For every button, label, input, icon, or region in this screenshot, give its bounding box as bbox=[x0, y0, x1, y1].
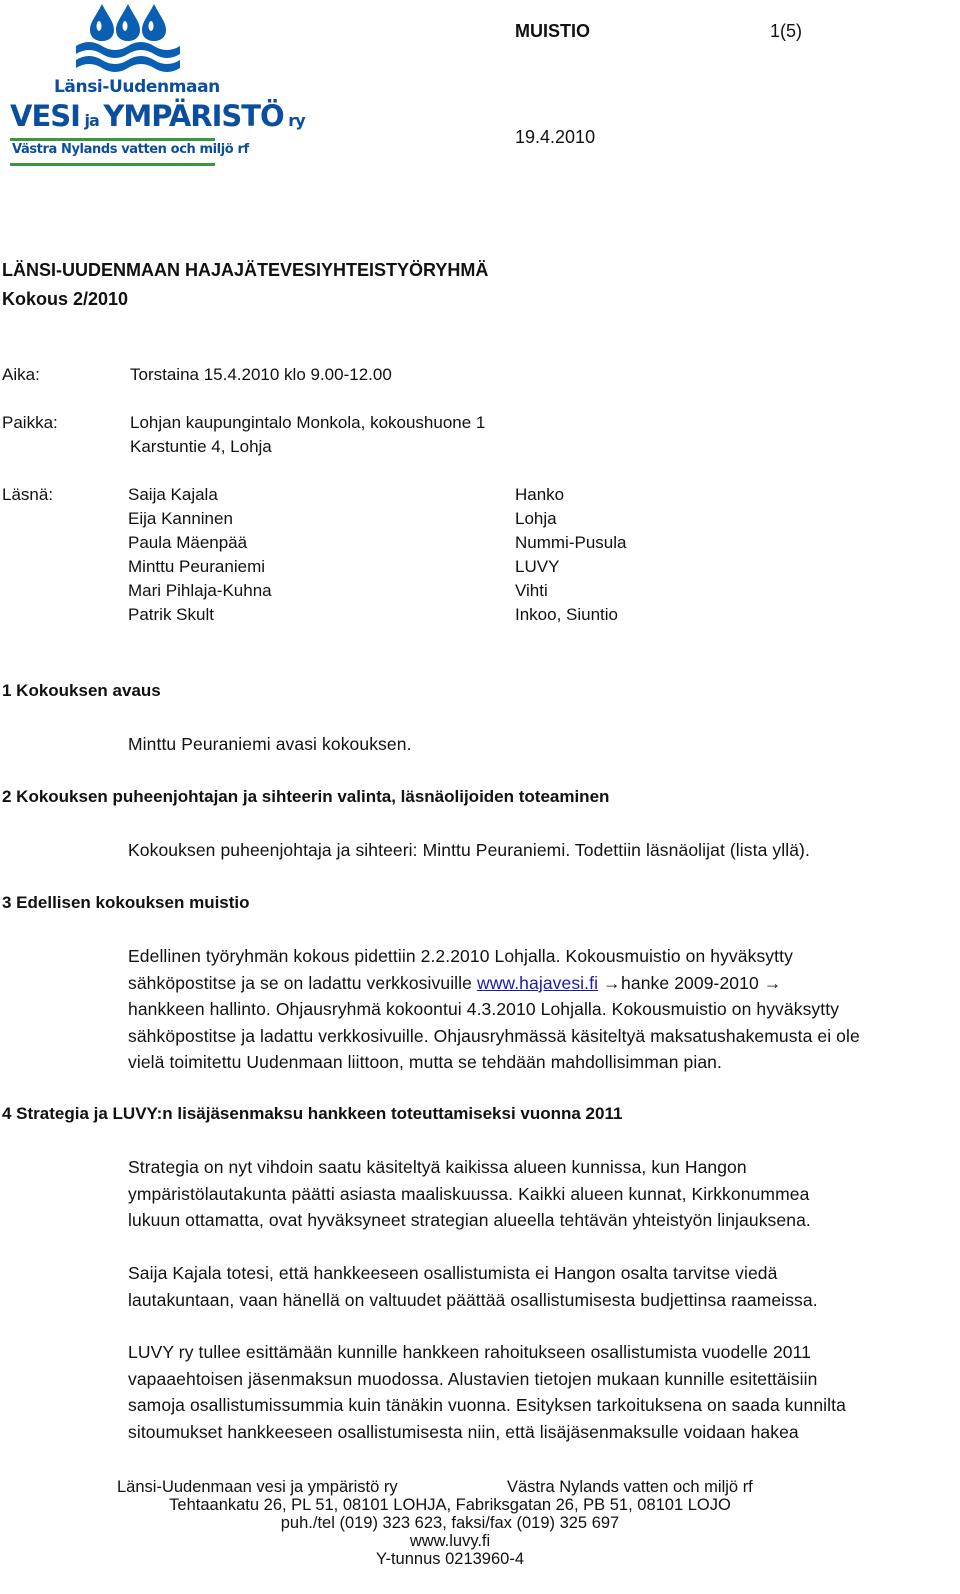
section-4-line: samoja osallistumissummia kuin tänäkin vuonna. Esityksen tarkoituksena on saada kunnilta bbox=[128, 1395, 846, 1415]
document-type: MUISTIO bbox=[515, 21, 590, 41]
present-label: Läsnä: bbox=[2, 485, 54, 504]
logo-line1: Länsi-Uudenmaan bbox=[54, 77, 220, 97]
section-4-line: sitoumukset hankkeeseen osallistumisesta niin, että lisäjäsenmaksulle voidaan hakea bbox=[128, 1421, 799, 1442]
section-3-line: hankkeen hallinto. Ohjausryhmä kokoontui 4.3.2010 Lohjalla. Kokousmuistio on hyväksytty bbox=[128, 999, 840, 1019]
attendee-name: Saija Kajala bbox=[128, 485, 218, 504]
section-2-text bbox=[128, 837, 948, 864]
section-4-line: ympäristölautakunta päätti asiasta maaliskuussa. Kaikki alueen kunnat, Kirkkonummea bbox=[128, 1183, 810, 1204]
attendee-org: Nummi-Pusula bbox=[515, 533, 627, 552]
section-4-line: lukuun ottamatta, ovat hyväksyneet strategian alueella tehtävän yhteistyön linjauksena. bbox=[128, 1210, 811, 1230]
section-3-text-part: hanke 2009-2010 bbox=[616, 972, 764, 993]
section-4-line: Saija Kajala totesi, että hankkeeseen osallistumista ei Hangon osalta tarvitse viedä bbox=[128, 1263, 778, 1283]
section-4-line: vapaaehtoisen jäsenmaksun muodossa. Alustavien tietojen mukaan kunnille esitettäisiin bbox=[128, 1368, 818, 1389]
arrow-right-icon: → bbox=[763, 972, 782, 993]
section-4-line: lautakuntaan, vaan hänellä on valtuudet päättää osallistumisesta budjettinsa raameissa. bbox=[128, 1289, 818, 1310]
attendee-name: Paula Mäenpää bbox=[128, 533, 248, 552]
logo-divider bbox=[10, 138, 215, 141]
logo-ry: ry bbox=[288, 111, 305, 130]
section-4-line: Strategia on nyt vihdoin saatu käsiteltyä kaikissa alueen kunnissa, kun Hangon bbox=[128, 1157, 747, 1177]
section-3-text bbox=[128, 943, 948, 1076]
section-3-line: sähköpostitse ja ladattu verkkosivuille. Ohjausryhmässä käsiteltyä maksatushakemusta ei ole bbox=[128, 1025, 860, 1046]
logo-line2 bbox=[10, 99, 305, 133]
attendee-org: Vihti bbox=[515, 581, 548, 600]
section-1-heading: 1 Kokouksen avaus bbox=[2, 681, 161, 700]
footer-phone: puh./tel (019) 323 623, faksi/fax (019) 325 697 bbox=[280, 1514, 620, 1532]
attendee-name: Eija Kanninen bbox=[128, 509, 233, 528]
footer-org-sv: Västra Nylands vatten och miljö rf bbox=[507, 1478, 753, 1496]
section-4-line: LUVY ry tullee esittämään kunnille hankkeen rahoitukseen osallistumista vuodelle 2011 bbox=[128, 1342, 811, 1362]
footer-business-id: Y-tunnus 0213960-4 bbox=[375, 1550, 525, 1568]
time-label: Aika: bbox=[2, 365, 40, 384]
section-3-line: vielä toimitettu Uudenmaan liittoon, mutta se tehdään mahdollisimman pian. bbox=[128, 1052, 722, 1072]
section-4-heading: 4 Strategia ja LUVY:n lisäjäsenmaksu hankkeen toteuttamiseksi vuonna 2011 bbox=[2, 1104, 623, 1123]
page-number: 1(5) bbox=[770, 21, 803, 41]
organization-logo bbox=[10, 0, 305, 172]
place-line1: Lohjan kaupungintalo Monkola, kokoushuone 1 bbox=[130, 413, 486, 432]
logo-bottom-line bbox=[10, 163, 215, 166]
section-4-paragraph-3 bbox=[128, 1339, 948, 1445]
section-3-line: Edellinen työryhmän kokous pidettiin 2.2.2010 Lohjalla. Kokousmuistio on hyväksytty bbox=[128, 946, 793, 966]
attendee-org: LUVY bbox=[515, 557, 560, 576]
water-drops-icon bbox=[10, 0, 225, 80]
section-2-heading: 2 Kokouksen puheenjohtajan ja sihteerin valinta, läsnäolijoiden toteaminen bbox=[2, 787, 610, 806]
attendee-name: Minttu Peuraniemi bbox=[128, 557, 266, 576]
section-4-paragraph-1 bbox=[128, 1154, 948, 1234]
attendee-name: Mari Pihlaja-Kuhna bbox=[128, 581, 272, 600]
section-1-text bbox=[128, 731, 948, 758]
footer-web: www.luvy.fi bbox=[409, 1532, 491, 1550]
group-title: LÄNSI-UUDENMAAN HAJAJÄTEVESIYHTEISTYÖRYHMÄ bbox=[2, 260, 489, 280]
logo-vesi: VESI bbox=[10, 99, 80, 133]
attendee-org: Inkoo, Siuntio bbox=[515, 605, 619, 624]
attendee-name: Patrik Skult bbox=[128, 605, 214, 624]
section-3-text-part: sähköpostitse ja se on ladattu verkkosivuille bbox=[128, 972, 477, 993]
attendee-org: Lohja bbox=[515, 509, 557, 528]
logo-ymparisto: YMPÄRISTÖ bbox=[103, 99, 284, 133]
arrow-right-icon: → bbox=[598, 972, 621, 993]
footer-address: Tehtaankatu 26, PL 51, 08101 LOHJA, Fabriksgatan 26, PB 51, 08101 LOJO bbox=[169, 1496, 731, 1514]
section-3-heading: 3 Edellisen kokouksen muistio bbox=[2, 893, 250, 912]
section-4-paragraph-2 bbox=[128, 1260, 948, 1313]
meeting-number: Kokous 2/2010 bbox=[2, 289, 129, 309]
footer-org-fi: Länsi-Uudenmaan vesi ja ympäristö ry bbox=[117, 1478, 398, 1496]
logo-ja: ja bbox=[84, 111, 99, 130]
time-value: Torstaina 15.4.2010 klo 9.00-12.00 bbox=[130, 365, 392, 384]
hajavesi-link[interactable]: www.hajavesi.fi bbox=[476, 972, 599, 993]
attendee-org: Hanko bbox=[515, 485, 565, 504]
section-2-line: Kokouksen puheenjohtaja ja sihteeri: Minttu Peuraniemi. Todettiin läsnäolijat (lista yllä). bbox=[128, 840, 810, 860]
section-3-line bbox=[128, 970, 948, 997]
place-line2: Karstuntie 4, Lohja bbox=[130, 437, 272, 456]
logo-line3: Västra Nylands vatten och miljö rf bbox=[12, 142, 249, 157]
place-label: Paikka: bbox=[2, 413, 58, 432]
document-date: 19.4.2010 bbox=[515, 127, 596, 147]
section-1-line: Minttu Peuraniemi avasi kokouksen. bbox=[128, 734, 412, 754]
